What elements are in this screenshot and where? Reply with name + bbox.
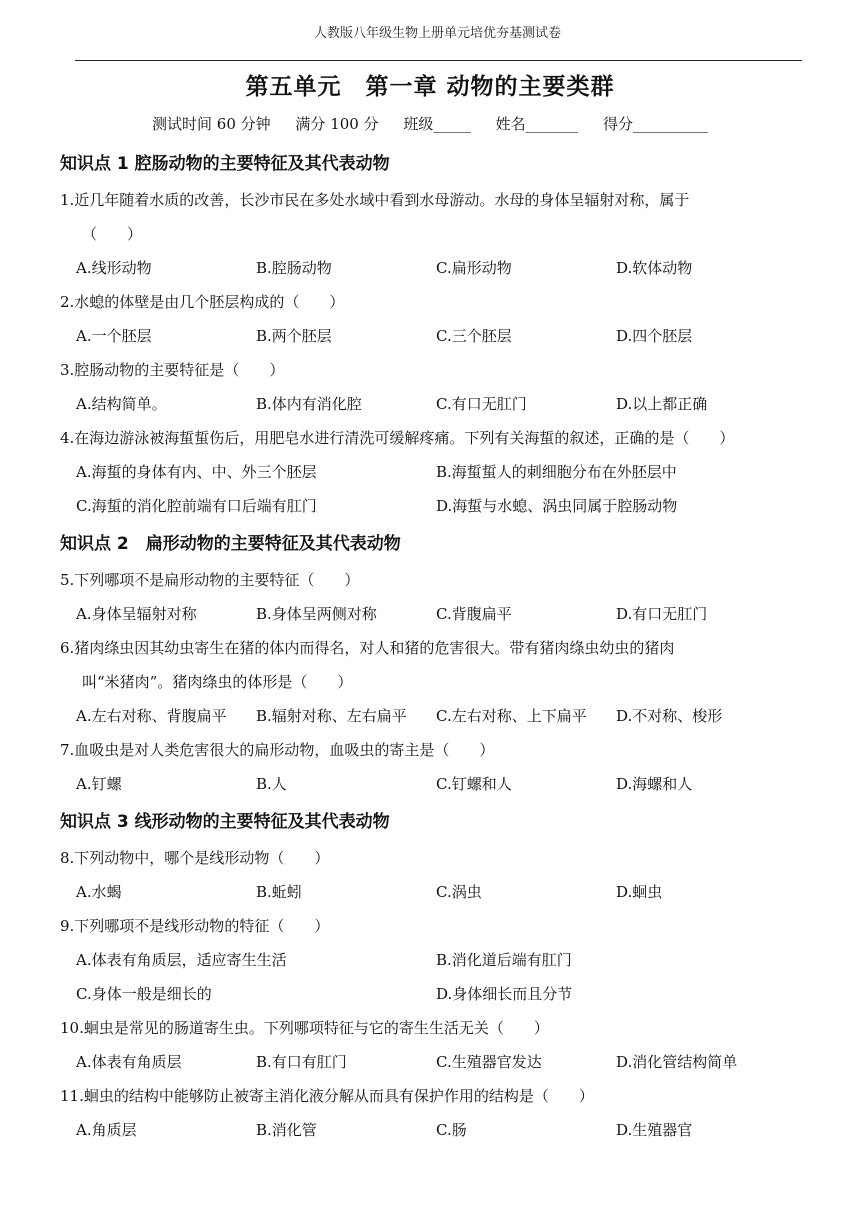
page-title: 第五单元 第一章 动物的主要类群: [245, 74, 615, 100]
option-row: [60, 943, 820, 977]
option-row: [60, 251, 820, 285]
answer-option: A.体表有角质层，适应寄生生活: [76, 951, 287, 969]
question: [60, 353, 820, 421]
option-row: [60, 1113, 820, 1147]
answer-option: C.生殖器官发达: [436, 1053, 542, 1071]
question-stem-continued: 叫“米猪肉”。猪肉绦虫的体形是（ ）: [82, 673, 353, 691]
question-stem: 3.腔肠动物的主要特征是（ ）: [60, 361, 285, 379]
test-info-line: [0, 113, 860, 134]
class-field: 班级_____: [403, 115, 471, 133]
answer-option: B.身体呈两侧对称: [256, 605, 377, 623]
option-row: [60, 597, 820, 631]
answer-option: B.人: [256, 775, 287, 793]
question: [60, 563, 820, 631]
answer-option: C.背腹扁平: [436, 605, 512, 623]
answer-option: D.身体细长而且分节: [436, 985, 573, 1003]
answer-option: D.软体动物: [616, 259, 693, 277]
question: [60, 841, 820, 909]
score-field: 得分__________: [602, 115, 708, 133]
answer-option: C.海蜇的消化腔前端有口后端有肛门: [76, 497, 317, 515]
answer-option: C.涡虫: [436, 883, 482, 901]
answer-option: B.消化道后端有肛门: [436, 951, 572, 969]
answer-option: B.腔肠动物: [256, 259, 332, 277]
question: [60, 183, 820, 285]
section-title: 知识点 1 腔肠动物的主要特征及其代表动物: [60, 154, 390, 174]
answer-option: D.四个胚层: [616, 327, 693, 345]
answer-option: B.海蜇蜇人的刺细胞分布在外胚层中: [436, 463, 677, 481]
option-row: [60, 767, 820, 801]
answer-option: B.两个胚层: [256, 327, 332, 345]
question-stem: 4.在海边游泳被海蜇蜇伤后，用肥皂水进行清洗可缓解疼痛。下列有关海蜇的叙述，正确的是（ ）: [60, 429, 735, 447]
section-title: 知识点 3 线形动物的主要特征及其代表动物: [60, 812, 390, 832]
question-stem: 1.近几年随着水质的改善，长沙市民在多处水域中看到水母游动。水母的身体呈辐射对称，属于: [60, 191, 690, 209]
option-row: [60, 875, 820, 909]
question-stem: 6.猪肉绦虫因其幼虫寄生在猪的体内而得名，对人和猪的危害很大。带有猪肉绦虫幼虫的猪肉: [60, 639, 675, 657]
option-row: [60, 977, 820, 1011]
question-stem: 8.下列动物中，哪个是线形动物（ ）: [60, 849, 330, 867]
question-stem: 11.蛔虫的结构中能够防止被寄主消化液分解从而具有保护作用的结构是（ ）: [60, 1087, 594, 1105]
option-row: [60, 489, 820, 523]
answer-option: B.蚯蚓: [256, 883, 302, 901]
answer-option: C.三个胚层: [436, 327, 512, 345]
question: [60, 909, 820, 1011]
answer-option: A.体表有角质层: [76, 1053, 182, 1071]
answer-option: A.钉螺: [76, 775, 122, 793]
option-row: [60, 319, 820, 353]
answer-option: A.水蝎: [76, 883, 122, 901]
question-stem: 2.水螅的体壁是由几个胚层构成的（ ）: [60, 293, 345, 311]
answer-option: A.线形动物: [76, 259, 152, 277]
answer-option: A.左右对称、背腹扁平: [76, 707, 227, 725]
answer-option: A.一个胚层: [76, 327, 152, 345]
answer-option: C.扁形动物: [436, 259, 512, 277]
section-title: 知识点 2 扁形动物的主要特征及其代表动物: [60, 534, 401, 554]
answer-option: C.钉螺和人: [436, 775, 512, 793]
answer-option: A.结构简单。: [76, 395, 167, 413]
option-row: [60, 455, 820, 489]
question: [60, 285, 820, 353]
answer-option: D.消化管结构简单: [616, 1053, 738, 1071]
running-header: 人教版八年级生物上册单元培优夯基测试卷: [313, 26, 561, 41]
option-row: [60, 387, 820, 421]
answer-option: D.生殖器官: [616, 1121, 693, 1139]
header-rule: [75, 60, 802, 61]
answer-option: D.有口无肛门: [616, 605, 708, 623]
question: [60, 631, 820, 733]
option-row: [60, 1045, 820, 1079]
question: [60, 1011, 820, 1079]
answer-option: D.海蜇与水螅、涡虫同属于腔肠动物: [436, 497, 678, 515]
answer-option: D.海螺和人: [616, 775, 693, 793]
answer-option: D.不对称、梭形: [616, 707, 723, 725]
question-stem: 5.下列哪项不是扁形动物的主要特征（ ）: [60, 571, 360, 589]
answer-option: B.辐射对称、左右扁平: [256, 707, 407, 725]
answer-option: B.体内有消化腔: [256, 395, 362, 413]
question: [60, 733, 820, 801]
question: [60, 1079, 820, 1147]
question-stem: 9.下列哪项不是线形动物的特征（ ）: [60, 917, 330, 935]
question-stem-continued: （ ）: [82, 225, 143, 243]
answer-option: D.以上都正确: [616, 395, 708, 413]
answer-option: C.左右对称、上下扁平: [436, 707, 587, 725]
answer-option: A.身体呈辐射对称: [76, 605, 197, 623]
answer-option: B.消化管: [256, 1121, 317, 1139]
answer-option: A.海蜇的身体有内、中、外三个胚层: [76, 463, 317, 481]
test-time: 测试时间 60 分钟: [152, 115, 271, 133]
question-stem: 7.血吸虫是对人类危害很大的扁形动物，血吸虫的寄主是（ ）: [60, 741, 495, 759]
question-content: [60, 143, 820, 1147]
full-score: 满分 100 分: [295, 115, 379, 133]
question: [60, 421, 820, 523]
question-stem: 10.蛔虫是常见的肠道寄生虫。下列哪项特征与它的寄生生活无关（ ）: [60, 1019, 549, 1037]
answer-option: A.角质层: [76, 1121, 137, 1139]
name-field: 姓名_______: [495, 115, 579, 133]
answer-option: C.有口无肛门: [436, 395, 527, 413]
answer-option: B.有口有肛门: [256, 1053, 347, 1071]
answer-option: C.肠: [436, 1121, 467, 1139]
option-row: [60, 699, 820, 733]
answer-option: C.身体一般是细长的: [76, 985, 212, 1003]
answer-option: D.蛔虫: [616, 883, 663, 901]
